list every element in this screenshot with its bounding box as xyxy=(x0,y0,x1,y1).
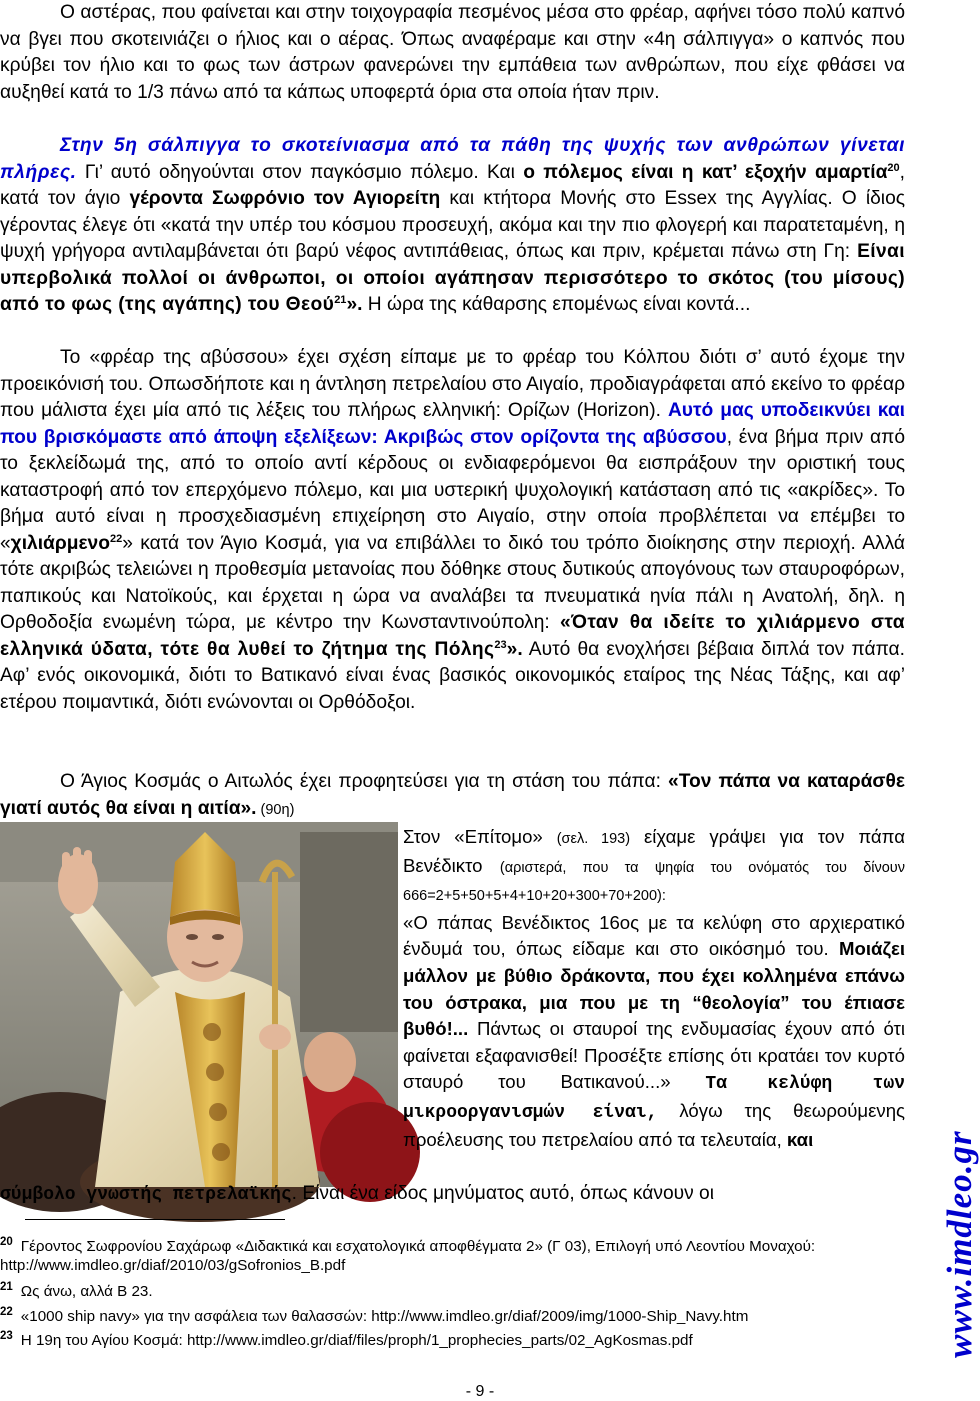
footnote-ref-20[interactable]: 20 xyxy=(887,161,900,174)
footnote-number: 22 xyxy=(0,1306,13,1318)
text: Το «φρέαρ της αβύσσου» έχει σχέση είπαμε με το φρέαρ του Κόλπου διότι σ’ αυτό έχομε την προεικόνισή του. Οπωσδήποτε και η άντληση πετρελαίου στο Αιγαίο, προδιαγράφεται από εκείνο το φρέαρ που μάλιστα έχει μία από τις λέξεις του πλήρως ελληνική: Ορίζων (Horizon). xyxy=(0,347,905,421)
footnote-ref-23[interactable]: 23 xyxy=(494,638,507,651)
footnote-21 xyxy=(0,1278,905,1301)
emphasis-horizon: Αυτό μας υποδεικνύει και που βρισκόμαστε από άποψη εξελίξεων: Ακριβώς στον ορίζοντα της αβύσσου xyxy=(0,400,905,448)
paragraph-3 xyxy=(0,345,905,716)
emphasis-quote: Είναι υπερβολικά πολλοί οι άνθρωποι, οι οποίοι αγάπησαν περισσότερο το σκότος (του μίσους) από το φως (της αγάπης) του Θεού xyxy=(0,241,905,315)
text: , ένα βήμα πριν από το ξεκλείδωμά της, από το οποίο αντί κέρδους οι ενδιαφερόμενοι θα εισπράξουν την οριστική τους καταστροφή από τον επερχόμενο πόλεμο, και μια υστερική ψυχολογική κατάσταση από τις «ακρίδες». Το βήμα αυτό είναι η προσχεδιασμένη επιχείρηση στο Αιγαίο, στην οποία προβλέπεται να επέμβει το « xyxy=(0,426,905,554)
footnote-20 xyxy=(0,1233,905,1275)
emphasis-war: ο πόλεμος είναι η κατ’ εξοχήν αμαρτία xyxy=(523,161,888,183)
text: και κτήτορα Μονής στο Essex της Αγγλίας. Ο ίδιος γέροντας έλεγε ότι «κατά την υπέρ του κόσμου προσευχή, ακόμα και την πιο φλογερή και παρατεταμένη, η ψυχή γρήγορα αντιλαμβάνεται ότι βαρύ νέφος αντιπάθειας, όπως και πριν, κρέμεται πάνω στη Γη: xyxy=(0,188,905,262)
emphasis-prophecy: «Όταν θα ιδείτε το χιλιάρμενο στα ελληνικά ύδατα, τότε θα λυθεί το ζήτημα της Πόλης xyxy=(0,612,905,660)
footnote-23 xyxy=(0,1327,905,1350)
text: Αυτό θα ενοχλήσει βέβαια διπλά τον πάπα. Αφ’ ενός οικονομικά, διότι το Βατικανό είναι ένας βασικός οικονομικός εταίρος της Νέας Τάξης, και αφ’ ετέρου ποιμαντικά, διότι ενώνονται οι Ορθόδοξοι. xyxy=(0,638,905,713)
paragraph-1 xyxy=(0,0,905,106)
emphasis-thousand-ship: χιλιάρμενο xyxy=(10,532,110,554)
text: Η ώρα της κάθαρσης επομένως είναι κοντά... xyxy=(362,294,751,315)
text: Στον «Επίτομο» xyxy=(403,826,557,847)
page-ref: (σελ. 193) xyxy=(556,831,631,847)
footnote-number: 23 xyxy=(0,1330,13,1342)
emphasis-shells: Τα κελύφη των μικροοργανισμών είναι, xyxy=(403,1074,905,1123)
pope-photo xyxy=(0,822,398,1187)
pope-photo-illustration xyxy=(0,822,398,1187)
footnote-ref-22[interactable]: 22 xyxy=(109,532,123,545)
footnote-ref-21[interactable]: 21 xyxy=(334,294,347,306)
footnote-text: «1000 ship navy» για την ασφάλεια των θαλασσών: http://www.imdleo.gr/diaf/2009/img/1000-Ship_Navy.htm xyxy=(20,1308,749,1325)
watermark-text: www.imdleo.gr xyxy=(940,1130,979,1358)
footnote-number: 20 xyxy=(0,1236,13,1248)
text: είχαμε γράψει για τον πάπα Βενέδικτο xyxy=(403,826,905,876)
text: . Είναι ένα είδος μηνύματος αυτό, όπως κάνουν οι xyxy=(291,1183,714,1204)
quote-close: ». xyxy=(346,294,363,315)
text: «Ο πάπας Βενέδικτος 16ος με τα κελύφη στο αρχιερατικό ένδυμά του, όπως είδαμε και στο οικόσημό του. xyxy=(403,911,905,960)
footnote-text: Ως άνω, αλλά Β 23. xyxy=(20,1283,153,1300)
footnote-text: Η 19η του Αγίου Κοσμά: http://www.imdleo.gr/diaf/files/proph/1_prophecies_parts/02_AgKosmas.pdf xyxy=(20,1332,693,1349)
paragraph-1-text: Ο αστέρας, που φαίνεται και στην τοιχογραφία πεσμένος μέσα στο φρέαρ, αφήνει τόσο πολύ καπνό να βγει που σκοτεινιάζει ο ήλιος και ο αέρας. Όπως αναφέραμε και στην «4η σάλπιγγα» ο καπνός που κρύβει τον ήλιο και το φως των άστρων φανερώνει την εμπάθεια των ανθρώπων, που είχε φθάσει να αυξηθεί κατά το 1/3 πάνω από τα κάπως υποφερτά όρια στα οποία ήταν πριν. xyxy=(0,2,905,103)
emphasis-5th-trumpet: Στην 5η σάλπιγγα το σκοτείνιασμα από τα πάθη της ψυχής των ανθρώπων γίνεται πλήρες. xyxy=(0,135,905,183)
quote-close: ». xyxy=(506,638,523,660)
side-paragraph xyxy=(403,824,905,1153)
text: » κατά τον Άγιο Κοσμά, για να επιβάλλει το δικό του τρόπο διοίκησης στην περιοχή. Αλλά τότε ακριβώς τελειώνει η προθεσμία μετανοίας που δόθηκε στους δυτικούς απογόνους των σταυροφόρων, παπικούς και Νατοϊκούς, και έρχεται η ώρα να αναλάβει τα πνευματικά ηνία πάλι η Ανατολή, δηλ. η Ορθοδοξία ενωμένη τώρα, με κέντρο την Κωνσταντινούπολη: xyxy=(0,532,905,633)
paragraph-5 xyxy=(0,1181,905,1209)
text: , κατά τον άγιο xyxy=(0,161,905,209)
text: Ο Άγιος Κοσμάς ο Αιτωλός έχει προφητεύσει για τη στάση του πάπα: xyxy=(60,771,669,792)
page-number: - 9 - xyxy=(465,1383,495,1400)
emphasis-dragon: Μοιάζει μάλλον με βύθιο δράκοντα, που έχει κολλημένα επάνω του όστρακα, μια που με τη “θεολογία” του έπιασε βυθό!... xyxy=(403,938,905,1040)
footnote-text: Γέροντος Σωφρονίου Σαχάρωφ «Διδακτικά και εσχατολογικά αποφθέγματα 2» (Γ 03), Επιλογή υπό Λεοντίου Μοναχού: http://www.imdleo.gr/diaf/2010/03/gSofronios_B.pdf xyxy=(0,1238,816,1274)
emphasis-oil-symbol: σύμβολο γνωστής πετρελαϊκής xyxy=(0,1185,292,1205)
paragraph-2 xyxy=(0,133,905,319)
text: λόγω της θεωρούμενης προέλευσης του πετρελαίου από τα τελευταία, xyxy=(403,1099,906,1150)
text: Πάντως οι σταυροί της ενδυμασίας έχουν από ότι φαίνεται εξαφανισθεί! Προσέξτε επίσης ότι κρατάει τον κυρτό σταυρό του Βατικανού...» xyxy=(403,1018,905,1093)
footnote-number: 21 xyxy=(0,1281,13,1293)
footnote-22 xyxy=(0,1303,905,1326)
emphasis-elder-sofronios: γέροντα Σωφρόνιο τον Αγιορείτη xyxy=(129,188,441,209)
name-number-note: (αριστερά, που τα ψηφία του ονόματός του δίνουν 666=2+5+50+5+4+10+20+300+70+200): xyxy=(403,859,905,905)
footnote-separator xyxy=(25,1219,285,1220)
paragraph-4 xyxy=(0,769,905,823)
emphasis-and: και xyxy=(786,1128,814,1150)
text: Γι’ αυτό οδηγούνται στον παγκόσμιο πόλεμο. Και xyxy=(76,161,524,183)
emphasis-curse-pope: «Τον πάπα να καταράσθε γιατί αυτός θα είναι η αιτία». xyxy=(0,771,906,819)
prophecy-number: (90η) xyxy=(256,801,295,818)
watermark xyxy=(930,1058,979,1358)
